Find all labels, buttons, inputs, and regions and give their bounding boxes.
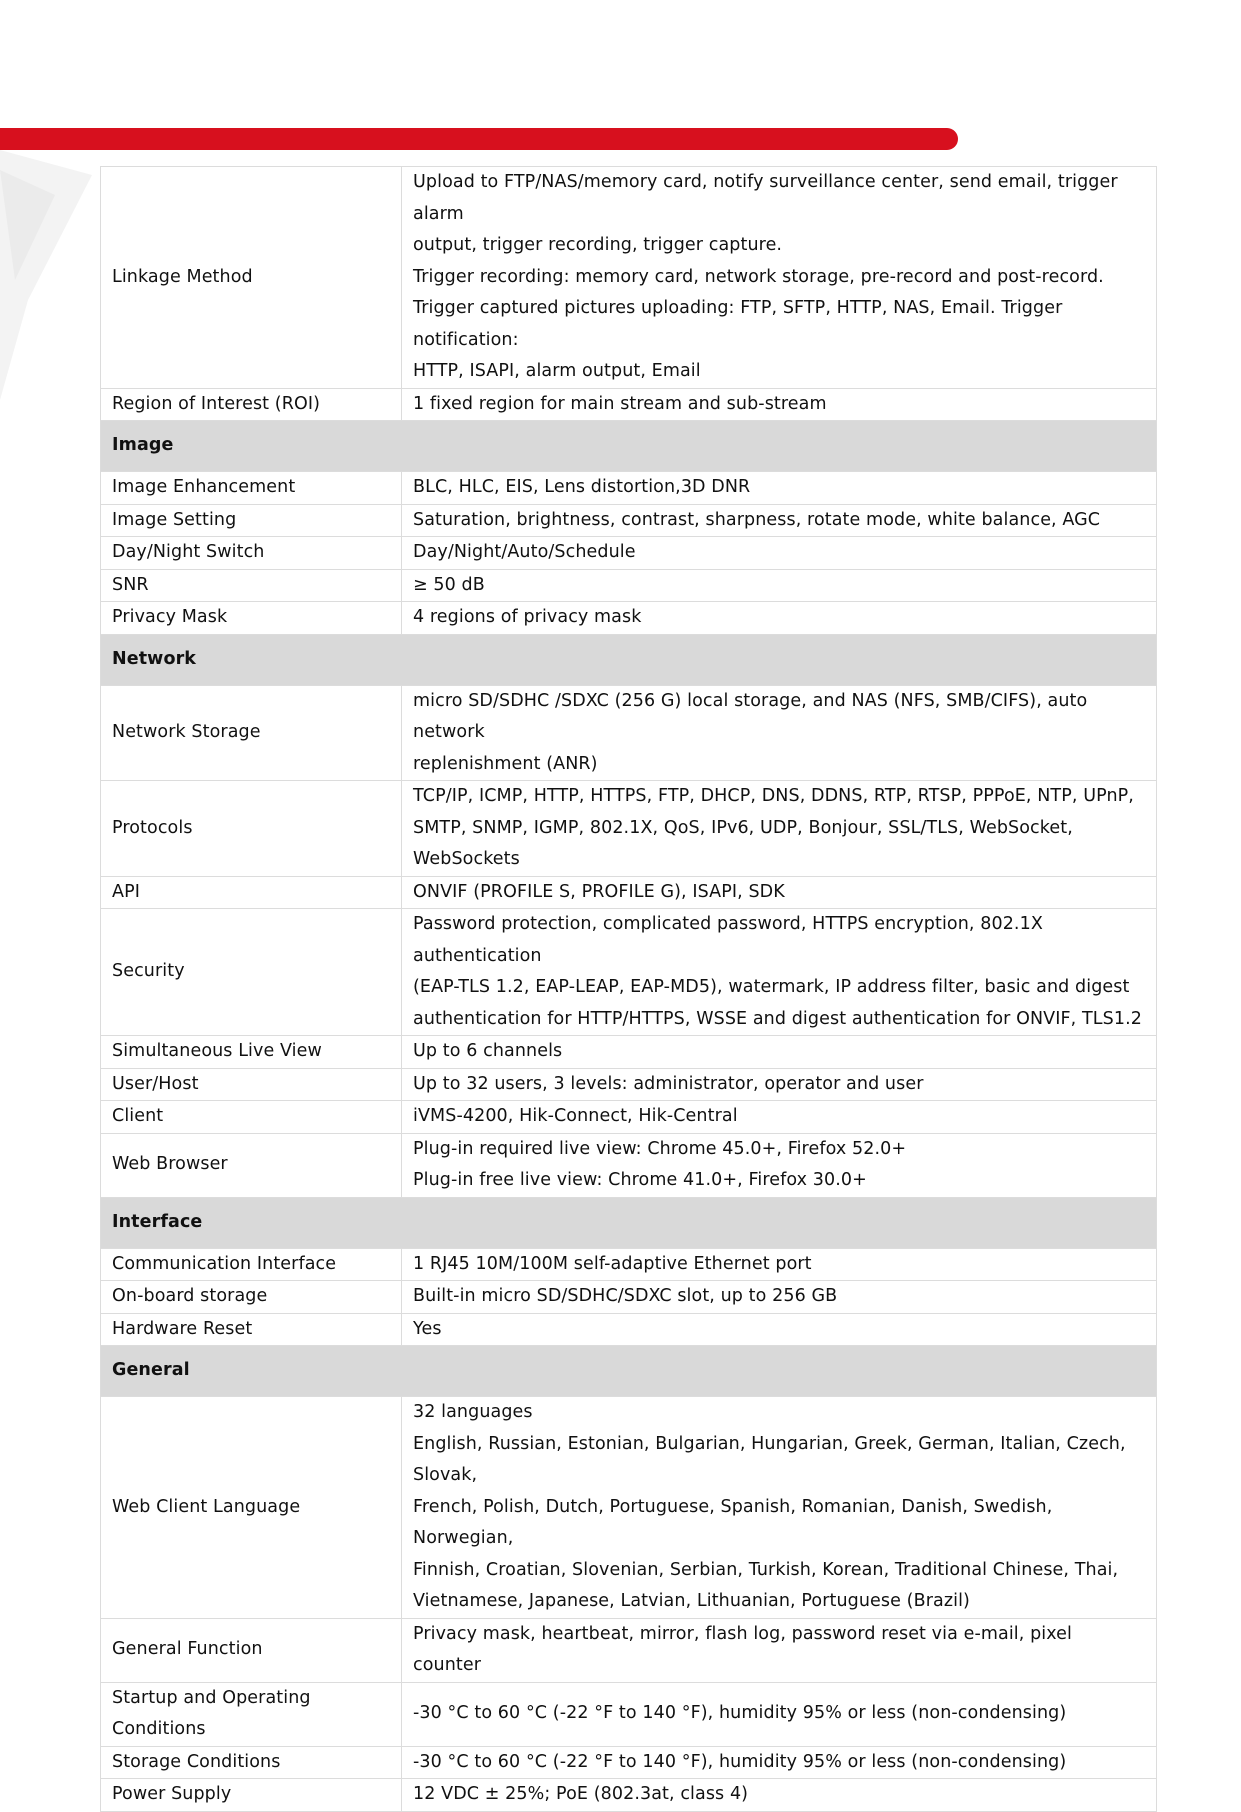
spec-value <box>402 1313 1157 1346</box>
spec-value <box>402 1281 1157 1314</box>
spec-value-line: Vietnamese, Japanese, Latvian, Lithuanian, Portuguese (Brazil) <box>413 1591 970 1611</box>
brand-watermark-graphic <box>0 150 100 400</box>
spec-value-line: BLC, HLC, EIS, Lens distortion,3D DNR <box>413 477 751 497</box>
spec-value-line: Built-in micro SD/SDHC/SDXC slot, up to 256 GB <box>413 1286 838 1306</box>
section-header-row <box>101 421 1157 472</box>
spec-value-line: 4 regions of privacy mask <box>413 607 642 627</box>
spec-label: Web Browser <box>101 1133 402 1197</box>
spec-label: Hardware Reset <box>101 1313 402 1346</box>
spec-row <box>101 876 1157 909</box>
section-title: Network <box>101 634 1157 685</box>
spec-row <box>101 1036 1157 1069</box>
spec-value-line: output, trigger recording, trigger capture. <box>413 235 783 255</box>
spec-label: User/Host <box>101 1068 402 1101</box>
spec-value-line: -30 °C to 60 °C (-22 °F to 140 °F), humidity 95% or less (non-condensing) <box>413 1703 1067 1724</box>
spec-value-line: 1 RJ45 10M/100M self-adaptive Ethernet port <box>413 1253 812 1274</box>
spec-row <box>101 1101 1157 1134</box>
spec-row <box>101 1133 1157 1197</box>
section-header-row <box>101 634 1157 685</box>
spec-label: Day/Night Switch <box>101 537 402 570</box>
spec-label: Security <box>101 909 402 1036</box>
spec-row <box>101 569 1157 602</box>
spec-value <box>402 1618 1157 1682</box>
spec-value-line: Password protection, complicated password, HTTPS encryption, 802.1X authentication <box>413 914 1043 966</box>
spec-value <box>402 602 1157 635</box>
spec-value-line: (EAP-TLS 1.2, EAP-LEAP, EAP-MD5), watermark, IP address filter, basic and digest <box>413 977 1130 997</box>
header-accent-bar <box>0 128 958 150</box>
section-title: Interface <box>101 1197 1157 1248</box>
spec-label: Region of Interest (ROI) <box>101 388 402 421</box>
spec-value <box>402 909 1157 1036</box>
spec-value-line: replenishment (ANR) <box>413 753 598 774</box>
spec-label: General Function <box>101 1618 402 1682</box>
spec-row <box>101 685 1157 781</box>
spec-row <box>101 1281 1157 1314</box>
spec-value-line: SMTP, SNMP, IGMP, 802.1X, QoS, IPv6, UDP, Bonjour, SSL/TLS, WebSocket, <box>413 817 1073 838</box>
spec-value <box>402 685 1157 781</box>
spec-value <box>402 1397 1157 1619</box>
spec-label: SNR <box>101 569 402 602</box>
spec-value-line: ONVIF (PROFILE S, PROFILE G), ISAPI, SDK <box>413 881 785 902</box>
spec-value <box>402 569 1157 602</box>
spec-value <box>402 1068 1157 1101</box>
spec-value <box>402 1101 1157 1134</box>
spec-row <box>101 1248 1157 1281</box>
spec-row <box>101 781 1157 877</box>
spec-value-line: Plug-in free live view: Chrome 41.0+, Firefox 30.0+ <box>413 1170 867 1190</box>
spec-value-line: Trigger recording: memory card, network storage, pre-record and post-record. <box>413 266 1104 287</box>
spec-value <box>402 1248 1157 1281</box>
spec-table-body <box>101 167 1157 1812</box>
spec-value-line: -30 °C to 60 °C (-22 °F to 140 °F), humidity 95% or less (non-condensing) <box>413 1751 1067 1772</box>
spec-label: On-board storage <box>101 1281 402 1314</box>
spec-row <box>101 1618 1157 1682</box>
spec-label: Image Setting <box>101 504 402 537</box>
spec-table <box>100 166 1157 1812</box>
spec-label: Privacy Mask <box>101 602 402 635</box>
section-title: General <box>101 1346 1157 1397</box>
spec-value-line: Saturation, brightness, contrast, sharpness, rotate mode, white balance, AGC <box>413 509 1101 530</box>
spec-value-line: 12 VDC ± 25%; PoE (802.3at, class 4) <box>413 1784 749 1804</box>
spec-value <box>402 1133 1157 1197</box>
spec-value <box>402 1036 1157 1069</box>
spec-value-line: Yes <box>413 1318 442 1339</box>
spec-row <box>101 1313 1157 1346</box>
spec-value-line: English, Russian, Estonian, Bulgarian, Hungarian, Greek, German, Italian, Czech, Slovak, <box>413 1433 1126 1485</box>
spec-label: Startup and Operating Conditions <box>101 1682 402 1746</box>
spec-row <box>101 1397 1157 1619</box>
spec-label: Client <box>101 1101 402 1134</box>
spec-value <box>402 876 1157 909</box>
spec-value <box>402 781 1157 877</box>
spec-value <box>402 388 1157 421</box>
section-header-row <box>101 1346 1157 1397</box>
spec-row <box>101 388 1157 421</box>
spec-value-line: TCP/IP, ICMP, HTTP, HTTPS, FTP, DHCP, DNS, DDNS, RTP, RTSP, PPPoE, NTP, UPnP, <box>413 786 1134 806</box>
spec-label: Storage Conditions <box>101 1746 402 1779</box>
spec-value-line: micro SD/SDHC /SDXC (256 G) local storage, and NAS (NFS, SMB/CIFS), auto network <box>413 690 1088 742</box>
spec-value-line: French, Polish, Dutch, Portuguese, Spanish, Romanian, Danish, Swedish, Norwegian, <box>413 1496 1053 1548</box>
spec-value <box>402 1682 1157 1746</box>
spec-label: Linkage Method <box>101 167 402 389</box>
spec-label: Web Client Language <box>101 1397 402 1619</box>
spec-label: Communication Interface <box>101 1248 402 1281</box>
spec-value-line: Plug-in required live view: Chrome 45.0+, Firefox 52.0+ <box>413 1138 907 1159</box>
spec-value-line: Up to 6 channels <box>413 1041 563 1061</box>
spec-value-line: Day/Night/Auto/Schedule <box>413 542 636 562</box>
spec-value <box>402 504 1157 537</box>
spec-value-line: ≥ 50 dB <box>413 574 485 595</box>
spec-value <box>402 167 1157 389</box>
spec-value-line: 1 fixed region for main stream and sub-stream <box>413 393 827 414</box>
spec-row <box>101 1779 1157 1812</box>
spec-value <box>402 472 1157 505</box>
spec-row <box>101 909 1157 1036</box>
spec-row <box>101 1068 1157 1101</box>
section-header-row <box>101 1197 1157 1248</box>
spec-value-line: Privacy mask, heartbeat, mirror, flash log, password reset via e-mail, pixel counter <box>413 1623 1073 1675</box>
spec-row <box>101 472 1157 505</box>
spec-value-line: HTTP, ISAPI, alarm output, Email <box>413 361 701 381</box>
spec-row <box>101 167 1157 389</box>
spec-row <box>101 602 1157 635</box>
spec-value <box>402 537 1157 570</box>
spec-value-line: WebSockets <box>413 849 520 869</box>
spec-row <box>101 504 1157 537</box>
spec-value-line: 32 languages <box>413 1402 533 1422</box>
spec-row <box>101 1746 1157 1779</box>
spec-label: API <box>101 876 402 909</box>
spec-value-line: Upload to FTP/NAS/memory card, notify surveillance center, send email, trigger alarm <box>413 172 1118 224</box>
spec-value-line: iVMS-4200, Hik-Connect, Hik-Central <box>413 1106 738 1126</box>
spec-row <box>101 537 1157 570</box>
spec-label: Power Supply <box>101 1779 402 1812</box>
spec-label: Protocols <box>101 781 402 877</box>
spec-row <box>101 1682 1157 1746</box>
spec-label: Network Storage <box>101 685 402 781</box>
spec-value <box>402 1746 1157 1779</box>
spec-value <box>402 1779 1157 1812</box>
spec-label: Image Enhancement <box>101 472 402 505</box>
spec-value-line: Finnish, Croatian, Slovenian, Serbian, Turkish, Korean, Traditional Chinese, Thai, <box>413 1559 1119 1580</box>
spec-label: Simultaneous Live View <box>101 1036 402 1069</box>
spec-value-line: authentication for HTTP/HTTPS, WSSE and digest authentication for ONVIF, TLS1.2 <box>413 1008 1142 1029</box>
spec-value-line: Up to 32 users, 3 levels: administrator, operator and user <box>413 1073 924 1094</box>
section-title: Image <box>101 421 1157 472</box>
spec-value-line: Trigger captured pictures uploading: FTP, SFTP, HTTP, NAS, Email. Trigger notification: <box>413 298 1063 350</box>
